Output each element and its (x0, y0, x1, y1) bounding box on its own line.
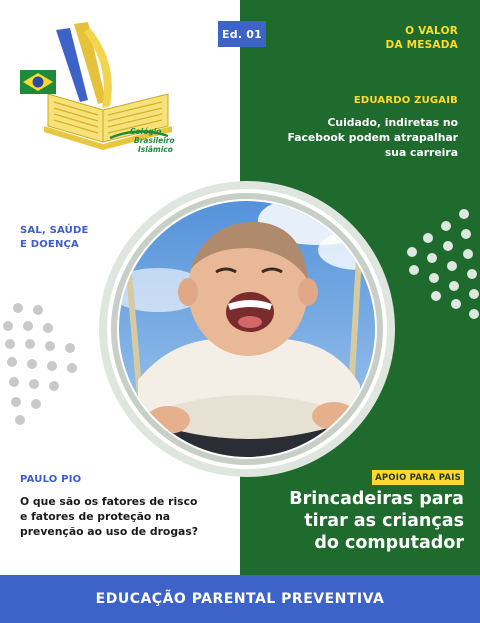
article-title-line: SAL, SAÚDE (20, 225, 89, 236)
footer-title: EDUCAÇÃO PARENTAL PREVENTIVA (95, 591, 385, 607)
headline-line: tirar as crianças (304, 511, 464, 531)
feature-headline[interactable] (244, 488, 464, 554)
logo-text-line3: Islâmico (138, 145, 173, 154)
headline-line: do computador (314, 533, 464, 553)
logo-text-line1: Colégio (130, 127, 162, 136)
author-name-top-right: EDUARDO ZUGAIB (353, 95, 458, 106)
cover-photo-child-on-swing (98, 180, 396, 478)
edition-badge: Ed. 01 (218, 21, 266, 47)
article-title-top-right[interactable] (308, 24, 458, 52)
school-logo (18, 22, 188, 167)
article-title-line: E DOENÇA (20, 239, 79, 250)
article-teaser-top-right[interactable]: Cuidado, indiretas no Facebook podem atrapalhar sua carreira (287, 116, 458, 159)
article-title-line: O VALOR (405, 25, 458, 37)
author-name-bottom-left: PAULO PIO (20, 474, 82, 485)
headline-line: Brincadeiras para (289, 489, 464, 509)
article-teaser-bottom-left[interactable]: O que são os fatores de risco e fatores de proteção na prevenção ao uso de drogas? (20, 495, 199, 538)
feature-kicker-badge: APOIO PARA PAIS (372, 470, 464, 485)
brazil-flag-icon (20, 70, 56, 94)
logo-text-line2: Brasileiro (134, 136, 175, 145)
footer-banner (0, 575, 480, 623)
decorative-dots-left (0, 298, 100, 438)
article-title-line: DA MESADA (385, 39, 458, 51)
decorative-dots-right (400, 200, 480, 330)
